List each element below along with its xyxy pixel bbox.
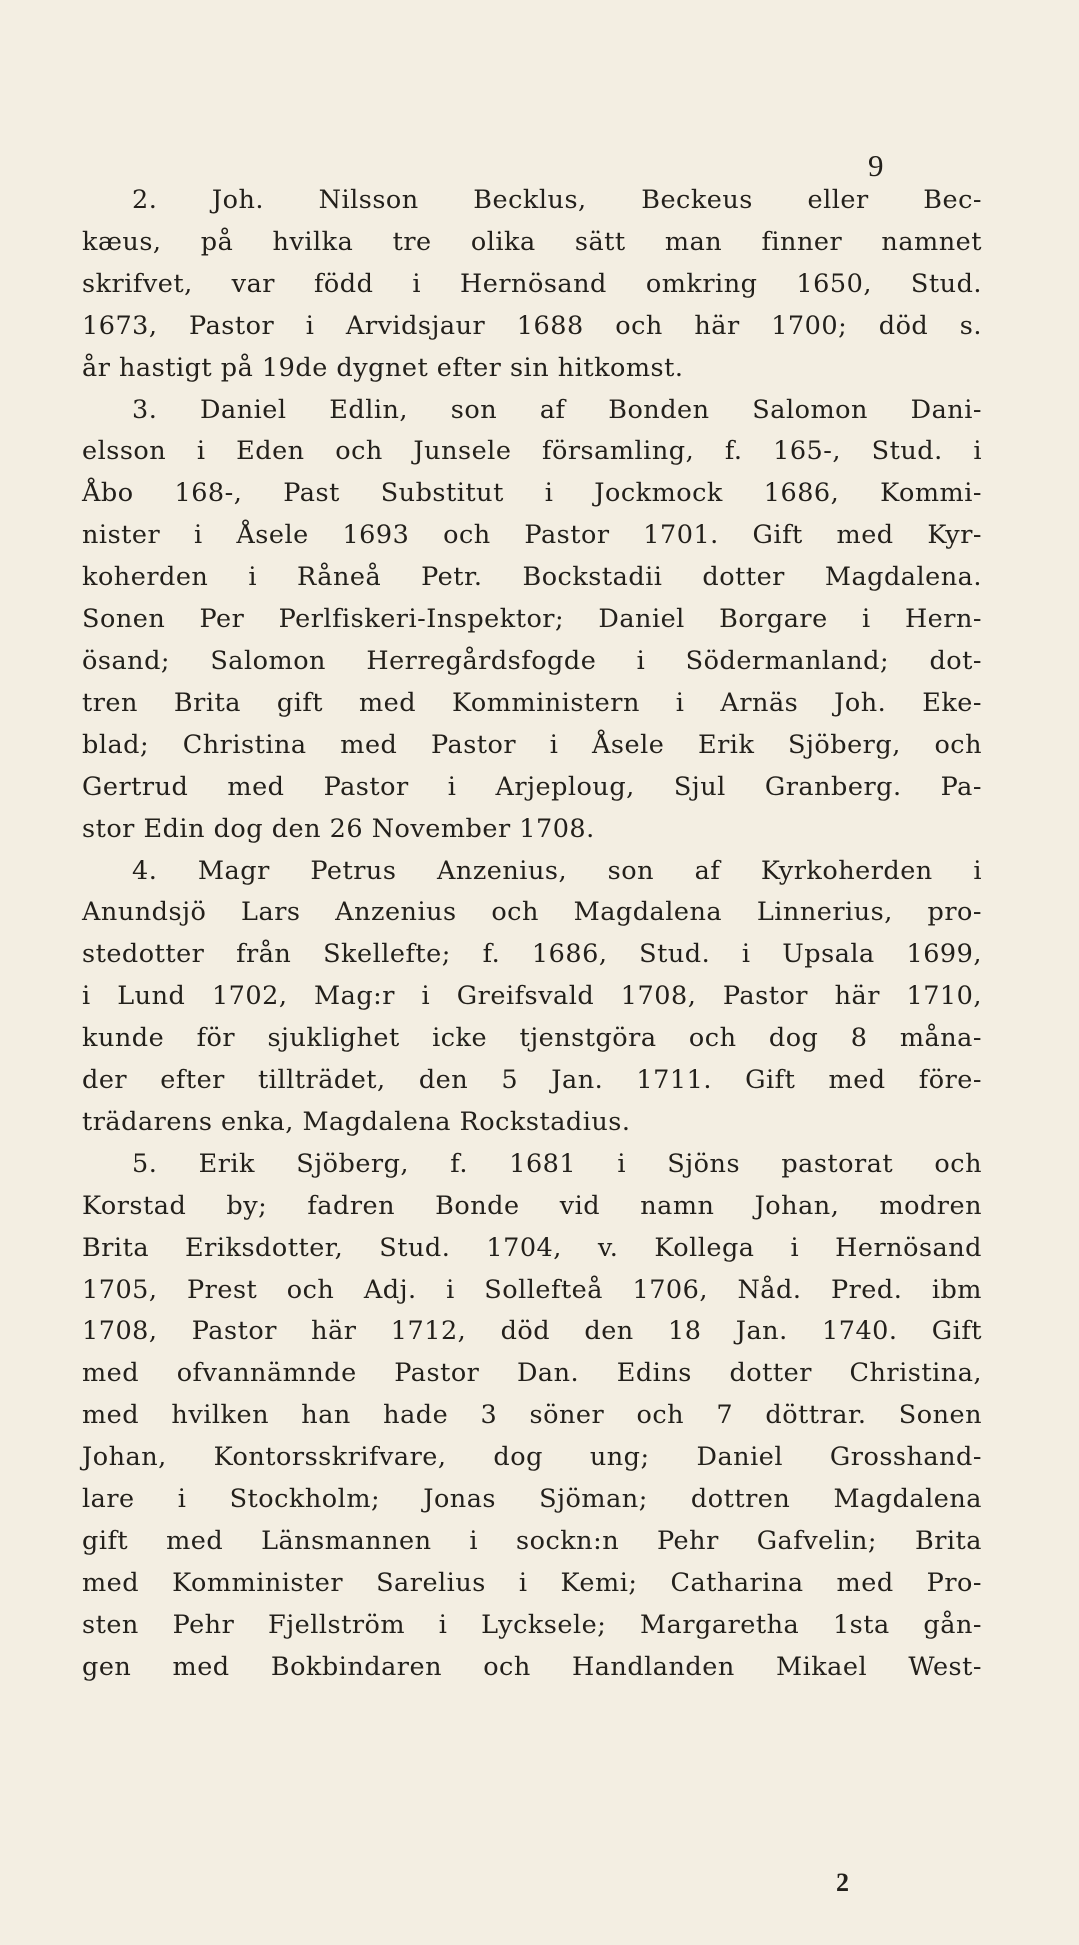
text-line: koherden i Råneå Petr. Bockstadii dotter Magdalena.: [82, 562, 982, 593]
text-line: blad; Christina med Pastor i Åsele Erik Sjöberg, och: [82, 729, 982, 760]
text-line: Korstad by; fadren Bonde vid namn Johan, modren: [82, 1190, 982, 1221]
text-line: elsson i Eden och Junsele församling, f. 165-, Stud. i: [82, 436, 982, 467]
text-line: 2. Joh. Nilsson Becklus, Beckeus eller Bec-: [132, 185, 982, 215]
text-line: Åbo 168-, Past Substitut i Jockmock 1686, Kommi-: [82, 478, 982, 509]
text-line: 1673, Pastor i Arvidsjaur 1688 och här 1700; död s.: [82, 310, 982, 341]
text-line: stor Edin dog den 26 November 1708.: [82, 813, 595, 844]
text-line: sten Pehr Fjellström i Lycksele; Margaretha 1sta gån-: [82, 1609, 982, 1640]
text-line: Sonen Per Perlfiskeri-Inspektor; Daniel Borgare i Hern-: [82, 604, 982, 635]
text-line: Anundsjö Lars Anzenius och Magdalena Linnerius, pro-: [82, 897, 982, 928]
text-line: 5. Erik Sjöberg, f. 1681 i Sjöns pastorat och: [132, 1148, 982, 1179]
text-line: 1708, Pastor här 1712, död den 18 Jan. 1740. Gift: [82, 1316, 982, 1347]
text-line: skrifvet, var född i Hernösand omkring 1650, Stud.: [82, 268, 982, 299]
text-line: tren Brita gift med Komministern i Arnäs Joh. Eke-: [82, 687, 982, 718]
text-line: med hvilken han hade 3 söner och 7 döttrar. Sonen: [82, 1400, 982, 1431]
text-line: gift med Länsmannen i sockn:n Pehr Gafvelin; Brita: [82, 1526, 982, 1556]
page-number: 9: [868, 148, 884, 183]
text-line: kæus, på hvilka tre olika sätt man finner namnet: [82, 226, 982, 257]
text-line: ösand; Salomon Herregårdsfogde i Södermanland; dot-: [82, 645, 982, 676]
text-line: 4. Magr Petrus Anzenius, son af Kyrkoherden i: [132, 855, 982, 886]
text-line: med ofvannämnde Pastor Dan. Edins dotter Christina,: [82, 1358, 982, 1389]
signature-mark: 2: [836, 1868, 849, 1897]
text-line: Johan, Kontorsskrifvare, dog ung; Daniel Grosshand-: [82, 1442, 982, 1473]
text-line: 1705, Prest och Adj. i Sollefteå 1706, Nåd. Pred. ibm: [82, 1274, 982, 1305]
text-line: i Lund 1702, Mag:r i Greifsvald 1708, Pastor här 1710,: [82, 981, 982, 1012]
text-line: kunde för sjuklighet icke tjenstgöra och dog 8 måna-: [82, 1023, 982, 1054]
text-line: 3. Daniel Edlin, son af Bonden Salomon Dani-: [132, 394, 982, 425]
text-line: Gertrud med Pastor i Arjeploug, Sjul Granberg. Pa-: [82, 771, 982, 802]
text-line: Brita Eriksdotter, Stud. 1704, v. Kollega i Hernösand: [82, 1232, 982, 1263]
text-line: år hastigt på 19de dygnet efter sin hitkomst.: [82, 352, 684, 383]
text-line: gen med Bokbindaren och Handlanden Mikael West-: [82, 1651, 982, 1682]
text-line: der efter tillträdet, den 5 Jan. 1711. Gift med före-: [82, 1065, 982, 1096]
text-line: lare i Stockholm; Jonas Sjöman; dottren Magdalena: [82, 1484, 982, 1515]
text-line: trädarens enka, Magdalena Rockstadius.: [82, 1106, 631, 1137]
text-line: med Komminister Sarelius i Kemi; Catharina med Pro-: [82, 1567, 982, 1598]
text-line: nister i Åsele 1693 och Pastor 1701. Gift med Kyr-: [82, 520, 982, 551]
text-line: stedotter från Skelleftе; f. 1686, Stud. i Upsala 1699,: [82, 939, 982, 970]
body-text: [82, 180, 982, 1689]
